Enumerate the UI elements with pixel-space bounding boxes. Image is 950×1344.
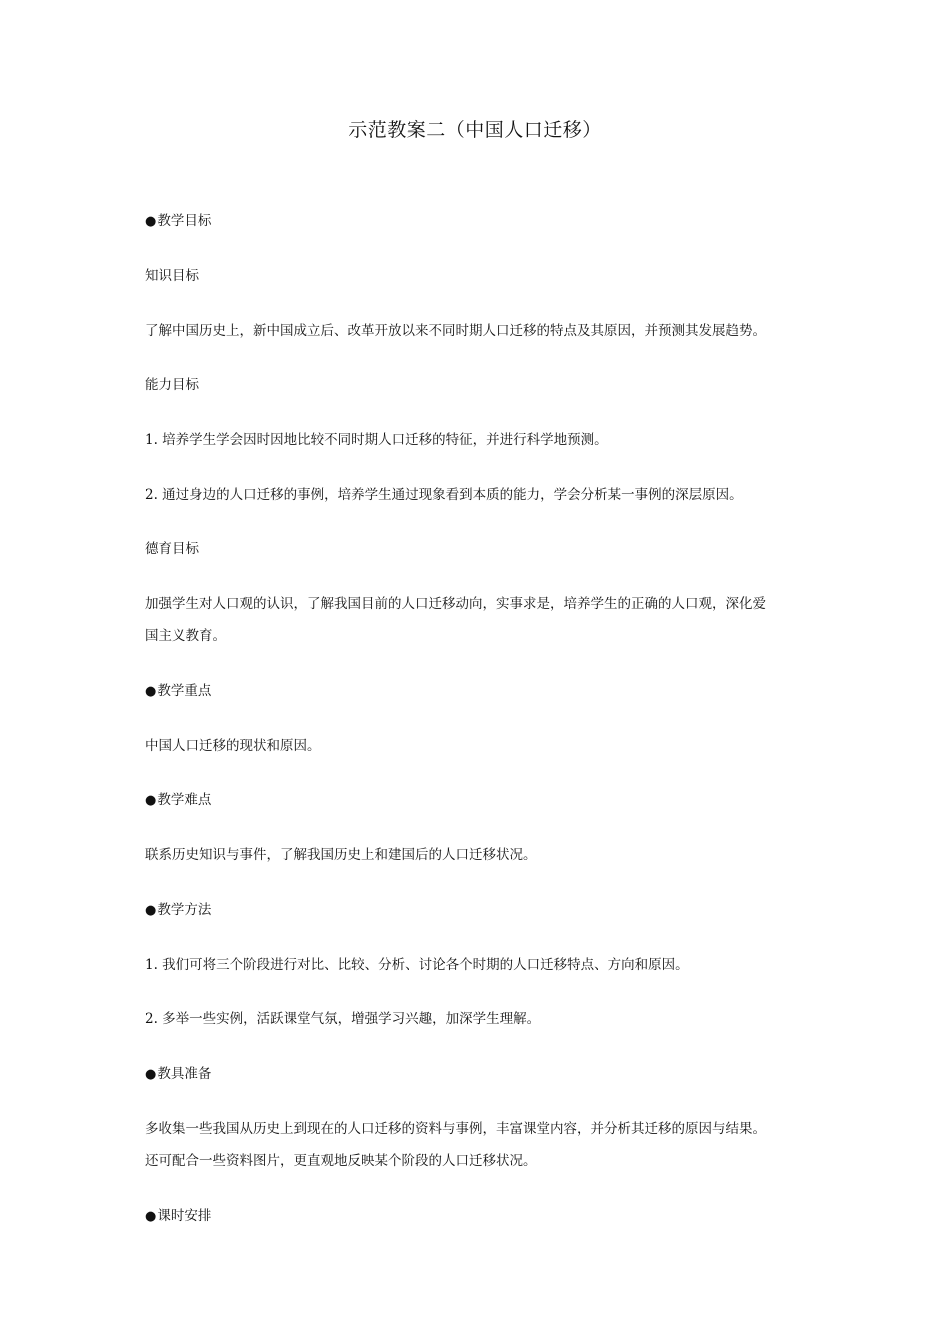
subheading-moral-goals: 德育目标 [145, 541, 199, 557]
bullet-icon: ● [145, 793, 157, 808]
section-heading-materials [145, 1064, 825, 1085]
bullet-icon: ● [145, 214, 157, 229]
section-heading-key-points [145, 681, 825, 702]
subheading-knowledge-goals: 知识目标 [145, 268, 199, 284]
method-item-2: 2. 多举一些实例，活跃课堂气氛，增强学习兴趣，加深学生理解。 [145, 1011, 541, 1027]
heading-text: 教学难点 [157, 792, 212, 808]
heading-text: 教学方法 [157, 902, 212, 918]
bullet-icon: ● [145, 1067, 157, 1082]
section-heading-schedule [145, 1206, 825, 1227]
paragraph-key-points: 中国人口迁移的现状和原因。 [145, 738, 321, 754]
paragraph-materials-line-1: 多收集一些我国从历史上到现在的人口迁移的资料与事例，丰富课堂内容，并分析其迁移的原因与结果。 [145, 1121, 766, 1137]
method-item-1: 1. 我们可将三个阶段进行对比、比较、分析、讨论各个时期的人口迁移特点、方向和原因。 [145, 957, 689, 973]
section-heading-methods [145, 900, 825, 921]
heading-text: 教学目标 [157, 213, 212, 229]
bullet-icon: ● [145, 903, 157, 918]
ability-goal-item-2: 2. 通过身边的人口迁移的事例，培养学生通过现象看到本质的能力，学会分析某一事例的深层原因。 [145, 487, 743, 503]
bullet-icon: ● [145, 684, 157, 699]
section-heading-teaching-goals [145, 211, 825, 232]
paragraph-materials-line-2: 还可配合一些资料图片，更直观地反映某个阶段的人口迁移状况。 [145, 1153, 537, 1169]
heading-text: 课时安排 [157, 1208, 212, 1224]
paragraph-moral-goals-line-2: 国主义教育。 [145, 628, 226, 644]
bullet-icon: ● [145, 1209, 157, 1224]
heading-text: 教具准备 [157, 1066, 212, 1082]
ability-goal-item-1: 1. 培养学生学会因时因地比较不同时期人口迁移的特征，并进行科学地预测。 [145, 432, 608, 448]
subheading-ability-goals: 能力目标 [145, 377, 199, 393]
section-heading-difficult-points [145, 790, 825, 811]
paragraph-difficult-points: 联系历史知识与事件，了解我国历史上和建国后的人口迁移状况。 [145, 847, 537, 863]
heading-text: 教学重点 [157, 683, 212, 699]
document-title: 示范教案二（中国人口迁移） [348, 119, 602, 141]
paragraph-knowledge-goals: 了解中国历史上，新中国成立后、改革开放以来不同时期人口迁移的特点及其原因，并预测其发展趋势。 [145, 323, 766, 339]
paragraph-moral-goals-line-1: 加强学生对人口观的认识，了解我国目前的人口迁移动向，实事求是，培养学生的正确的人口观，深化爱 [145, 596, 766, 612]
